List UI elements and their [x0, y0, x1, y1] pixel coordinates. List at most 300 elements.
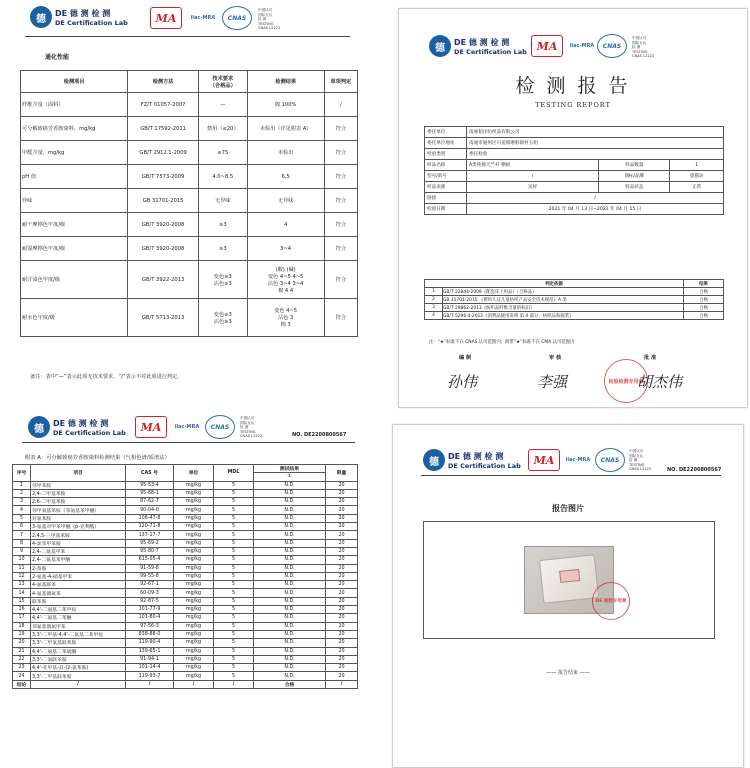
table-cell: 9: [13, 547, 31, 555]
table-row: [21, 213, 358, 237]
table-cell: ≤75: [198, 141, 247, 165]
table-cell: mg/kg: [174, 639, 214, 647]
page-header: [393, 425, 743, 473]
table-cell: 4,4'-二氨基二苯硫醚: [31, 647, 126, 655]
table-cell: N.D.: [254, 581, 326, 589]
table-cell: N.D.: [254, 539, 326, 547]
photo-section-title: 报告图片: [552, 504, 584, 513]
table-cell: N.D.: [254, 506, 326, 514]
table-row: [13, 647, 358, 655]
table-cell: 5: [214, 664, 254, 672]
table-cell: 21: [13, 647, 31, 655]
table-cell: 5: [13, 514, 31, 522]
table-cell: 5: [214, 564, 254, 572]
ilac-mra-icon: ilac-MRA: [569, 43, 595, 49]
lab-logo: 德 DE 德 测 检 测 DE Certification Lab: [30, 6, 128, 28]
table-cell: 20: [326, 614, 358, 622]
ilac-mra-icon: ilac-MRA: [190, 15, 216, 21]
ilac-mra-icon: ilac-MRA: [174, 424, 200, 430]
table-cell: 无异味: [198, 189, 247, 213]
table-cell: 合格: [684, 296, 724, 304]
table-cell: —: [198, 93, 247, 117]
col-header: 技术要求 （合格品）: [198, 71, 247, 93]
table-cell: 95-69-2: [126, 539, 174, 547]
table-row: [13, 547, 358, 555]
table-cell: FZ/T 01057-2007: [128, 93, 199, 117]
accreditation-text: 中国认可 国际互认 检 测 TESTING CNAS L2222: [632, 36, 655, 58]
table-cell: 5: [214, 514, 254, 522]
table-row: [13, 514, 358, 522]
table-cell: N.D.: [254, 622, 326, 630]
table-cell: GB/T 3920-2008: [128, 237, 199, 261]
table-cell: 106-47-8: [126, 514, 174, 522]
table-cell: 87-62-7: [126, 498, 174, 506]
table-cell: mg/kg: [174, 498, 214, 506]
table-cell: 5: [214, 498, 254, 506]
table-cell: 20: [326, 672, 358, 680]
table-cell: N.D.: [254, 531, 326, 539]
table-cell: ≥3: [198, 213, 247, 237]
table-row: [13, 523, 358, 531]
table-cell: /: [324, 93, 357, 117]
table-row: [21, 237, 358, 261]
table-cell: mg/kg: [174, 672, 214, 680]
table-cell: 20: [326, 514, 358, 522]
de-logo-icon: 德: [30, 6, 52, 28]
table-cell: GB 31701-2015 《婴幼儿及儿童纺织产品安全技术规范》A 类: [443, 296, 684, 304]
table-cell: 10: [13, 556, 31, 564]
col-header: 检测方法: [128, 71, 199, 93]
table-cell: mg/kg: [174, 514, 214, 522]
table-cell: 2: [425, 296, 443, 304]
table-cell: 棉 100%: [247, 93, 324, 117]
table-cell: N.D.: [254, 556, 326, 564]
table-cell: 20: [326, 523, 358, 531]
table-row: [21, 141, 358, 165]
table-cell: 对氯苯胺: [31, 514, 126, 522]
table-cell: 20: [326, 597, 358, 605]
table-cell: 5: [214, 556, 254, 564]
table-cell: mg/kg: [174, 506, 214, 514]
table-cell: N.D.: [254, 572, 326, 580]
cnas-mark-icon: CNAS: [595, 448, 625, 472]
table-cell: 5: [214, 606, 254, 614]
de-logo-icon: 德: [429, 35, 451, 57]
report-page-properties: [0, 0, 370, 405]
table-row: [13, 614, 358, 622]
table-cell: 无异味: [247, 189, 324, 213]
table-cell: 2-萘胺: [31, 564, 126, 572]
table-row: [13, 506, 358, 514]
table-cell: 22: [13, 655, 31, 663]
table-cell: N.D.: [254, 514, 326, 522]
table-cell: 6.5: [247, 165, 324, 189]
table-cell: N.D.: [254, 498, 326, 506]
table-cell: 变色 4~5 沾色 3 棉 3: [247, 299, 324, 337]
table-cell: 24: [13, 672, 31, 680]
table-cell: 4: [13, 506, 31, 514]
table-cell: N.D.: [254, 664, 326, 672]
table-cell: 20: [326, 498, 358, 506]
table-cell: 邻甲苯胺: [31, 481, 126, 489]
table-cell: 15: [13, 597, 31, 605]
table-cell: 5: [214, 547, 254, 555]
table-cell: N.D.: [254, 672, 326, 680]
table-cell: 20: [326, 556, 358, 564]
table-cell: 符合: [324, 213, 357, 237]
table-cell: 838-88-0: [126, 630, 174, 638]
table-cell: 20: [326, 622, 358, 630]
page-header: [0, 0, 370, 44]
table-row: [13, 589, 358, 597]
table-row: [13, 481, 358, 489]
table-cell: 20: [326, 564, 358, 572]
table-cell: 5: [214, 647, 254, 655]
table-cell: GB/T 3920-2008: [128, 213, 199, 237]
table-cell: GB/T 5296.4-2012《消费品使用说明 第 4 部分：纺织品和服装》: [443, 312, 684, 320]
table-cell: 禁用（≤20）: [198, 117, 247, 141]
table-cell: GB 31701-2015: [128, 189, 199, 213]
table-cell: N.D.: [254, 597, 326, 605]
table-row: [13, 639, 358, 647]
table-cell: 8: [13, 539, 31, 547]
report-page-appendix: [0, 410, 370, 768]
table-cell: mg/kg: [174, 597, 214, 605]
lab-logo: 德 DE 德 测 检 测 DE Certification Lab: [429, 35, 527, 57]
table-cell: N.D.: [254, 523, 326, 531]
table-row: [21, 117, 358, 141]
table-cell: N.D.: [254, 614, 326, 622]
table-row: [13, 498, 358, 506]
table-cell: N.D.: [254, 630, 326, 638]
table-cell: 邻氨基偶氮甲苯: [31, 622, 126, 630]
table-cell: mg/kg: [174, 572, 214, 580]
table-cell: mg/kg: [174, 614, 214, 622]
table-cell: 101-77-9: [126, 606, 174, 614]
table-row: [21, 165, 358, 189]
table-cell: 60-09-3: [126, 589, 174, 597]
table-cell: 2,4,5-三甲基苯胺: [31, 531, 126, 539]
table-cell: 联苯胺: [31, 597, 126, 605]
table-cell: 101-80-4: [126, 614, 174, 622]
table-cell: mg/kg: [174, 481, 214, 489]
table-cell: 97-56-3: [126, 622, 174, 630]
table-cell: 纤维含量（面料）: [21, 93, 128, 117]
table-cell: GB/T 17592-2011: [128, 117, 199, 141]
table-cell: mg/kg: [174, 523, 214, 531]
label-approve: 批 准: [644, 355, 657, 361]
table-cell: N.D.: [254, 606, 326, 614]
table-cell: 符合: [324, 237, 357, 261]
report-title: 检 测 报 告: [515, 75, 631, 97]
table-cell: 4,4'-二氨基二苯醚: [31, 614, 126, 622]
table-cell: 120-71-8: [126, 523, 174, 531]
table-cell: 甲醛含量，mg/kg: [21, 141, 128, 165]
table-cell: 合格: [684, 288, 724, 296]
table-cell: 未检出: [247, 141, 324, 165]
table-cell: 5: [214, 614, 254, 622]
table-cell: (酸) (碱) 变色 4~5 4~5 沾色 3~4 3~4 棉 4 4: [247, 261, 324, 299]
table-cell: GB/T 29862-2013《纺织品纤维含量的标识》: [443, 304, 684, 312]
table-cell: 5: [214, 523, 254, 531]
table-row: [13, 564, 358, 572]
table-cell: 2,4-二氨基苯甲醚: [31, 556, 126, 564]
appendix-title: 附表 A：可分解致癌芳香胺染料检测结果（气相色谱/质谱法）: [25, 455, 170, 461]
table-cell: 符合: [324, 299, 357, 337]
table-cell: 18: [13, 622, 31, 630]
remark-note: 备注：表中“—”表示此项无技术要求，“/”表示不对此项进行判定。: [30, 374, 183, 380]
table-cell: 4-氨基偶氮苯: [31, 589, 126, 597]
table-row: [21, 299, 358, 337]
table-cell: 符合: [324, 141, 357, 165]
table-cell: N.D.: [254, 547, 326, 555]
table-cell: 91-59-8: [126, 564, 174, 572]
header-rule: [421, 475, 721, 476]
table-cell: 邻甲氧基苯胺（邻氨基苯甲醚）: [31, 506, 126, 514]
table-cell: 5: [214, 581, 254, 589]
table-cell: 20: [326, 581, 358, 589]
table-cell: 3,3'-二氯联苯胺: [31, 655, 126, 663]
table-cell: 1: [425, 288, 443, 296]
table-cell: N.D.: [254, 564, 326, 572]
table-cell: N.D.: [254, 639, 326, 647]
table-cell: 19: [13, 630, 31, 638]
table-cell: 20: [326, 506, 358, 514]
label-compile: 编 制: [459, 355, 472, 361]
table-cell: 未检出（详见附表 A）: [247, 117, 324, 141]
table-cell: 合格: [684, 312, 724, 320]
table-row: [21, 261, 358, 299]
table-cell: 20: [326, 489, 358, 497]
table-cell: 101-14-4: [126, 664, 174, 672]
table-cell: 6: [13, 523, 31, 531]
table-cell: 5: [214, 655, 254, 663]
table-cell: 5: [214, 506, 254, 514]
table-cell: 20: [13, 639, 31, 647]
table-cell: GB/T 5713-2013: [128, 299, 199, 337]
table-row: [13, 664, 358, 672]
table-row: [425, 288, 724, 296]
report-number: NO. DE2200800567: [667, 467, 722, 473]
table-row: [13, 597, 358, 605]
section-title: 通化性能: [45, 54, 70, 61]
table-cell: 20: [326, 664, 358, 672]
table-cell: mg/kg: [174, 589, 214, 597]
table-cell: 耐水色牢度/级: [21, 299, 128, 337]
table-cell: 12: [13, 572, 31, 580]
cma-mark-icon: MA: [150, 7, 182, 29]
table-cell: mg/kg: [174, 531, 214, 539]
table-row: [21, 93, 358, 117]
table-cell: mg/kg: [174, 606, 214, 614]
table-cell: 99-55-8: [126, 572, 174, 580]
table-cell: 90-04-0: [126, 506, 174, 514]
table-row: [13, 655, 358, 663]
report-subtitle: TESTING REPORT: [535, 101, 611, 109]
cnas-mark-icon: CNAS: [597, 34, 627, 58]
table-cell: 4,4'-亚甲基-双-(2-氯苯胺): [31, 664, 126, 672]
client-info-table: 委托单位 南通韬洋纺织品有限公司 委托单位地址 南通市通州区川姜镇磨框镇村五组 检验类别 委托检验 样品名称 A类纯棉天竺杆 横板 样品数量 1 型号/款号 / 商标/品牌 童猫坊 样品来源 送样 样品状态 正常 链接 / 检验日期 2021 年 04 月 13 日~2021 年 04 月 15 日: [424, 126, 724, 215]
table-cell: 119-93-7: [126, 672, 174, 680]
table-cell: 20: [326, 639, 358, 647]
table-row: [13, 622, 358, 630]
table-cell: N.D.: [254, 489, 326, 497]
cma-mark-icon: MA: [135, 416, 167, 438]
table-cell: 异味: [21, 189, 128, 213]
sample-label: [559, 569, 580, 583]
table-cell: 119-90-4: [126, 639, 174, 647]
table-cell: 20: [326, 606, 358, 614]
table-row: [13, 531, 358, 539]
table-cell: 20: [326, 572, 358, 580]
table-cell: 7: [13, 531, 31, 539]
table-cell: 4,4'-二氨基二苯甲烷: [31, 606, 126, 614]
table-cell: ≥3: [198, 237, 247, 261]
accreditation-text: 中国认可 国际互认 检 测 TESTING CNAS L2222: [240, 416, 263, 438]
table-cell: 3,3'-二甲氧基联苯胺: [31, 639, 126, 647]
table-cell: 可分解致癌芳香胺染料，mg/kg: [21, 117, 128, 141]
table-row: [13, 572, 358, 580]
table-cell: mg/kg: [174, 630, 214, 638]
col-header: 检测结果: [247, 71, 324, 93]
table-cell: 5: [214, 489, 254, 497]
table-cell: 137-17-7: [126, 531, 174, 539]
cnas-mark-icon: CNAS: [205, 415, 235, 439]
table-cell: 23: [13, 664, 31, 672]
table-cell: 4-氯邻甲苯胺: [31, 539, 126, 547]
table-cell: 20: [326, 539, 358, 547]
photo-stamp: DE 检验专用章: [592, 582, 630, 620]
table-cell: 耐汗渍色牢度/级: [21, 261, 128, 299]
table-cell: 5: [214, 597, 254, 605]
table-cell: N.D.: [254, 481, 326, 489]
official-stamp: 检验检测专用章: [604, 359, 648, 403]
table-row: [13, 672, 358, 680]
table-cell: N.D.: [254, 655, 326, 663]
table-cell: 5: [214, 589, 254, 597]
table-cell: 92-87-5: [126, 597, 174, 605]
table-cell: 符合: [324, 117, 357, 141]
table-cell: GB/T 7573-2009: [128, 165, 199, 189]
report-page-cover: [398, 8, 748, 408]
table-cell: 耐干摩擦色牢度/级: [21, 213, 128, 237]
de-logo-icon: 德: [423, 449, 445, 471]
table-cell: 变色≥3 沾色≥3: [198, 299, 247, 337]
table-cell: mg/kg: [174, 581, 214, 589]
table-cell: 5: [214, 481, 254, 489]
table-cell: mg/kg: [174, 655, 214, 663]
table-row: [425, 296, 724, 304]
cma-mark-icon: MA: [528, 449, 560, 471]
table-cell: 5: [214, 539, 254, 547]
table-cell: 20: [326, 481, 358, 489]
table-cell: 20: [326, 647, 358, 655]
table-cell: 5: [214, 639, 254, 647]
table-cell: GB/T 22844-2009《配套床上用品》（合格品）: [443, 288, 684, 296]
table-cell: 耐湿摩擦色牢度/级: [21, 237, 128, 261]
table-cell: 3,3'-二甲基联苯胺: [31, 672, 126, 680]
label-review: 审 核: [549, 355, 562, 361]
table-cell: mg/kg: [174, 664, 214, 672]
table-cell: mg/kg: [174, 622, 214, 630]
ilac-mra-icon: ilac-MRA: [565, 457, 591, 463]
table-cell: 2,4-二氨基甲苯: [31, 547, 126, 555]
report-page-photo: [392, 424, 744, 768]
table-cell: 3,3'-二甲基-4,4'-二氨基二苯甲烷: [31, 630, 126, 638]
table-cell: 615-05-4: [126, 556, 174, 564]
table-cell: 139-65-1: [126, 647, 174, 655]
table-cell: 2: [13, 489, 31, 497]
table-cell: 合格: [684, 304, 724, 312]
page-header: [399, 9, 747, 58]
basis-note: 注：“★”标准不在 CNAS 认可范围内；附带“★”标准不在 CMA 认可范围内: [429, 340, 575, 345]
table-cell: 3-氨基对甲苯甲醚（p-克利酰）: [31, 523, 126, 531]
table-row: [13, 630, 358, 638]
accreditation-text: 中国认可 国际互认 检 测 TESTING CNAS L2222: [629, 449, 652, 471]
sample-package: [539, 554, 599, 604]
table-cell: 3: [13, 498, 31, 506]
table-cell: mg/kg: [174, 539, 214, 547]
page-header: [0, 410, 370, 454]
table-cell: 5: [214, 630, 254, 638]
table-cell: N.D.: [254, 647, 326, 655]
table-cell: GB/T 3922-2013: [128, 261, 199, 299]
header-rule: [25, 36, 350, 37]
signature-reviewer: 李强: [537, 373, 568, 391]
table-cell: 5: [214, 622, 254, 630]
table-cell: 1: [13, 481, 31, 489]
table-cell: 4.0~8.5: [198, 165, 247, 189]
signature-compiler: 孙伟: [447, 373, 478, 391]
table-cell: 91-94-1: [126, 655, 174, 663]
photo-frame: [423, 521, 715, 639]
table-cell: mg/kg: [174, 564, 214, 572]
table-cell: 2-氨基-4-硝基甲苯: [31, 572, 126, 580]
signature-approver: 胡杰伟: [637, 373, 683, 391]
table-cell: 4: [425, 312, 443, 320]
table-cell: 3~4: [247, 237, 324, 261]
table-cell: 符合: [324, 261, 357, 299]
table-row: [13, 606, 358, 614]
cma-mark-icon: MA: [531, 35, 563, 57]
report-number: NO. DE2200800567: [292, 432, 347, 438]
table-cell: 20: [326, 589, 358, 597]
table-cell: N.D.: [254, 589, 326, 597]
table-row: [13, 539, 358, 547]
accreditation-text: 中国认可 国际互认 检 测 TESTING CNAS L2222: [258, 8, 281, 30]
table-cell: 14: [13, 589, 31, 597]
table-cell: 20: [326, 547, 358, 555]
table-cell: 95-68-1: [126, 489, 174, 497]
table-cell: 17: [13, 614, 31, 622]
table-cell: 5: [214, 672, 254, 680]
table-cell: 95-53-4: [126, 481, 174, 489]
table-cell: 20: [326, 531, 358, 539]
table-cell: 符合: [324, 189, 357, 213]
table-cell: 3: [425, 304, 443, 312]
table-row: [13, 581, 358, 589]
table-cell: 92-67-1: [126, 581, 174, 589]
table-row: [425, 312, 724, 320]
amine-results-table: 序号 项目 CAS 号 单位 MDL 测试结果 限量 ① 1 邻甲苯胺 95-53-4 mg/kg 5 N.D. 20 2 2,4-二甲基苯胺 95-68-1 mg/kg 5 N.D. 20 3 2,6-二甲基苯胺 87-62-7 mg/kg 5 N.D. 20 4 邻甲氧基苯胺（邻氨基苯甲醚） 90-04-0 mg/kg 5 N.D. 20 5 对氯苯胺 106-47-8 mg/kg 5 N.D. 20 6 3-氨基对甲苯甲醚（p-克利酰） 120-71-8 mg/kg 5 N.D. 20 7 2,4,5-三甲基苯胺 137-17-7 mg/kg 5 N.D. 20 8 4-氯邻甲苯胺 95-69-2 mg/kg 5 N.D. 20 9 2,4-二氨基甲苯 95-80-7 mg/kg 5 N.D. 20 10 2,4-二氨基苯甲醚 615-05-4 mg/kg 5 N.D. 20 11 2-萘胺 91-59-8 mg/kg 5 N.D. 20 12 2-氨基-4-硝基甲苯 99-55-8 mg/kg 5 N.D. 20 13 4-氨基联苯 92-67-1 mg/kg 5 N.D. 20 14 4-氨基偶氮苯 60-09-3 mg/kg 5 N.D. 20 15 联苯胺 92-87-5 mg/kg 5 N.D. 20 16 4,4'-二氨基二苯甲烷 101-77-9 mg/kg 5 N.D. 20 17 4,4'-二氨基二苯醚 101-80-4 mg/kg 5 N.D. 20 18 邻氨基偶氮甲苯 97-56-3 mg/kg 5 N.D. 20 19 3,3'-二甲基-4,4'-二氨基二苯甲烷 838-88-0 mg/kg 5 N.D. 20 20 3,3'-二甲氧基联苯胺 119-90-4 mg/kg 5 N.D. 20 21 4,4'-二氨基二苯硫醚 139-65-1 mg/kg 5 N.D. 20 22 3,3'-二氯联苯胺 91-94-1 mg/kg 5 N.D. 20 23 4,4'-亚甲基-双-(2-氯苯胺) 101-14-4 mg/kg 5 N.D. 20 24 3,3'-二甲基联苯胺 119-93-7 mg/kg 5 N.D. 20 结论 / / / / 合格 /: [12, 464, 358, 689]
table-cell: mg/kg: [174, 556, 214, 564]
table-row: [13, 489, 358, 497]
lab-logo: 德 DE 德 测 检 测 DE Certification Lab: [28, 416, 126, 438]
table-cell: mg/kg: [174, 547, 214, 555]
table-row: [425, 304, 724, 312]
cnas-mark-icon: CNAS: [222, 6, 252, 30]
header-rule: [22, 442, 355, 443]
